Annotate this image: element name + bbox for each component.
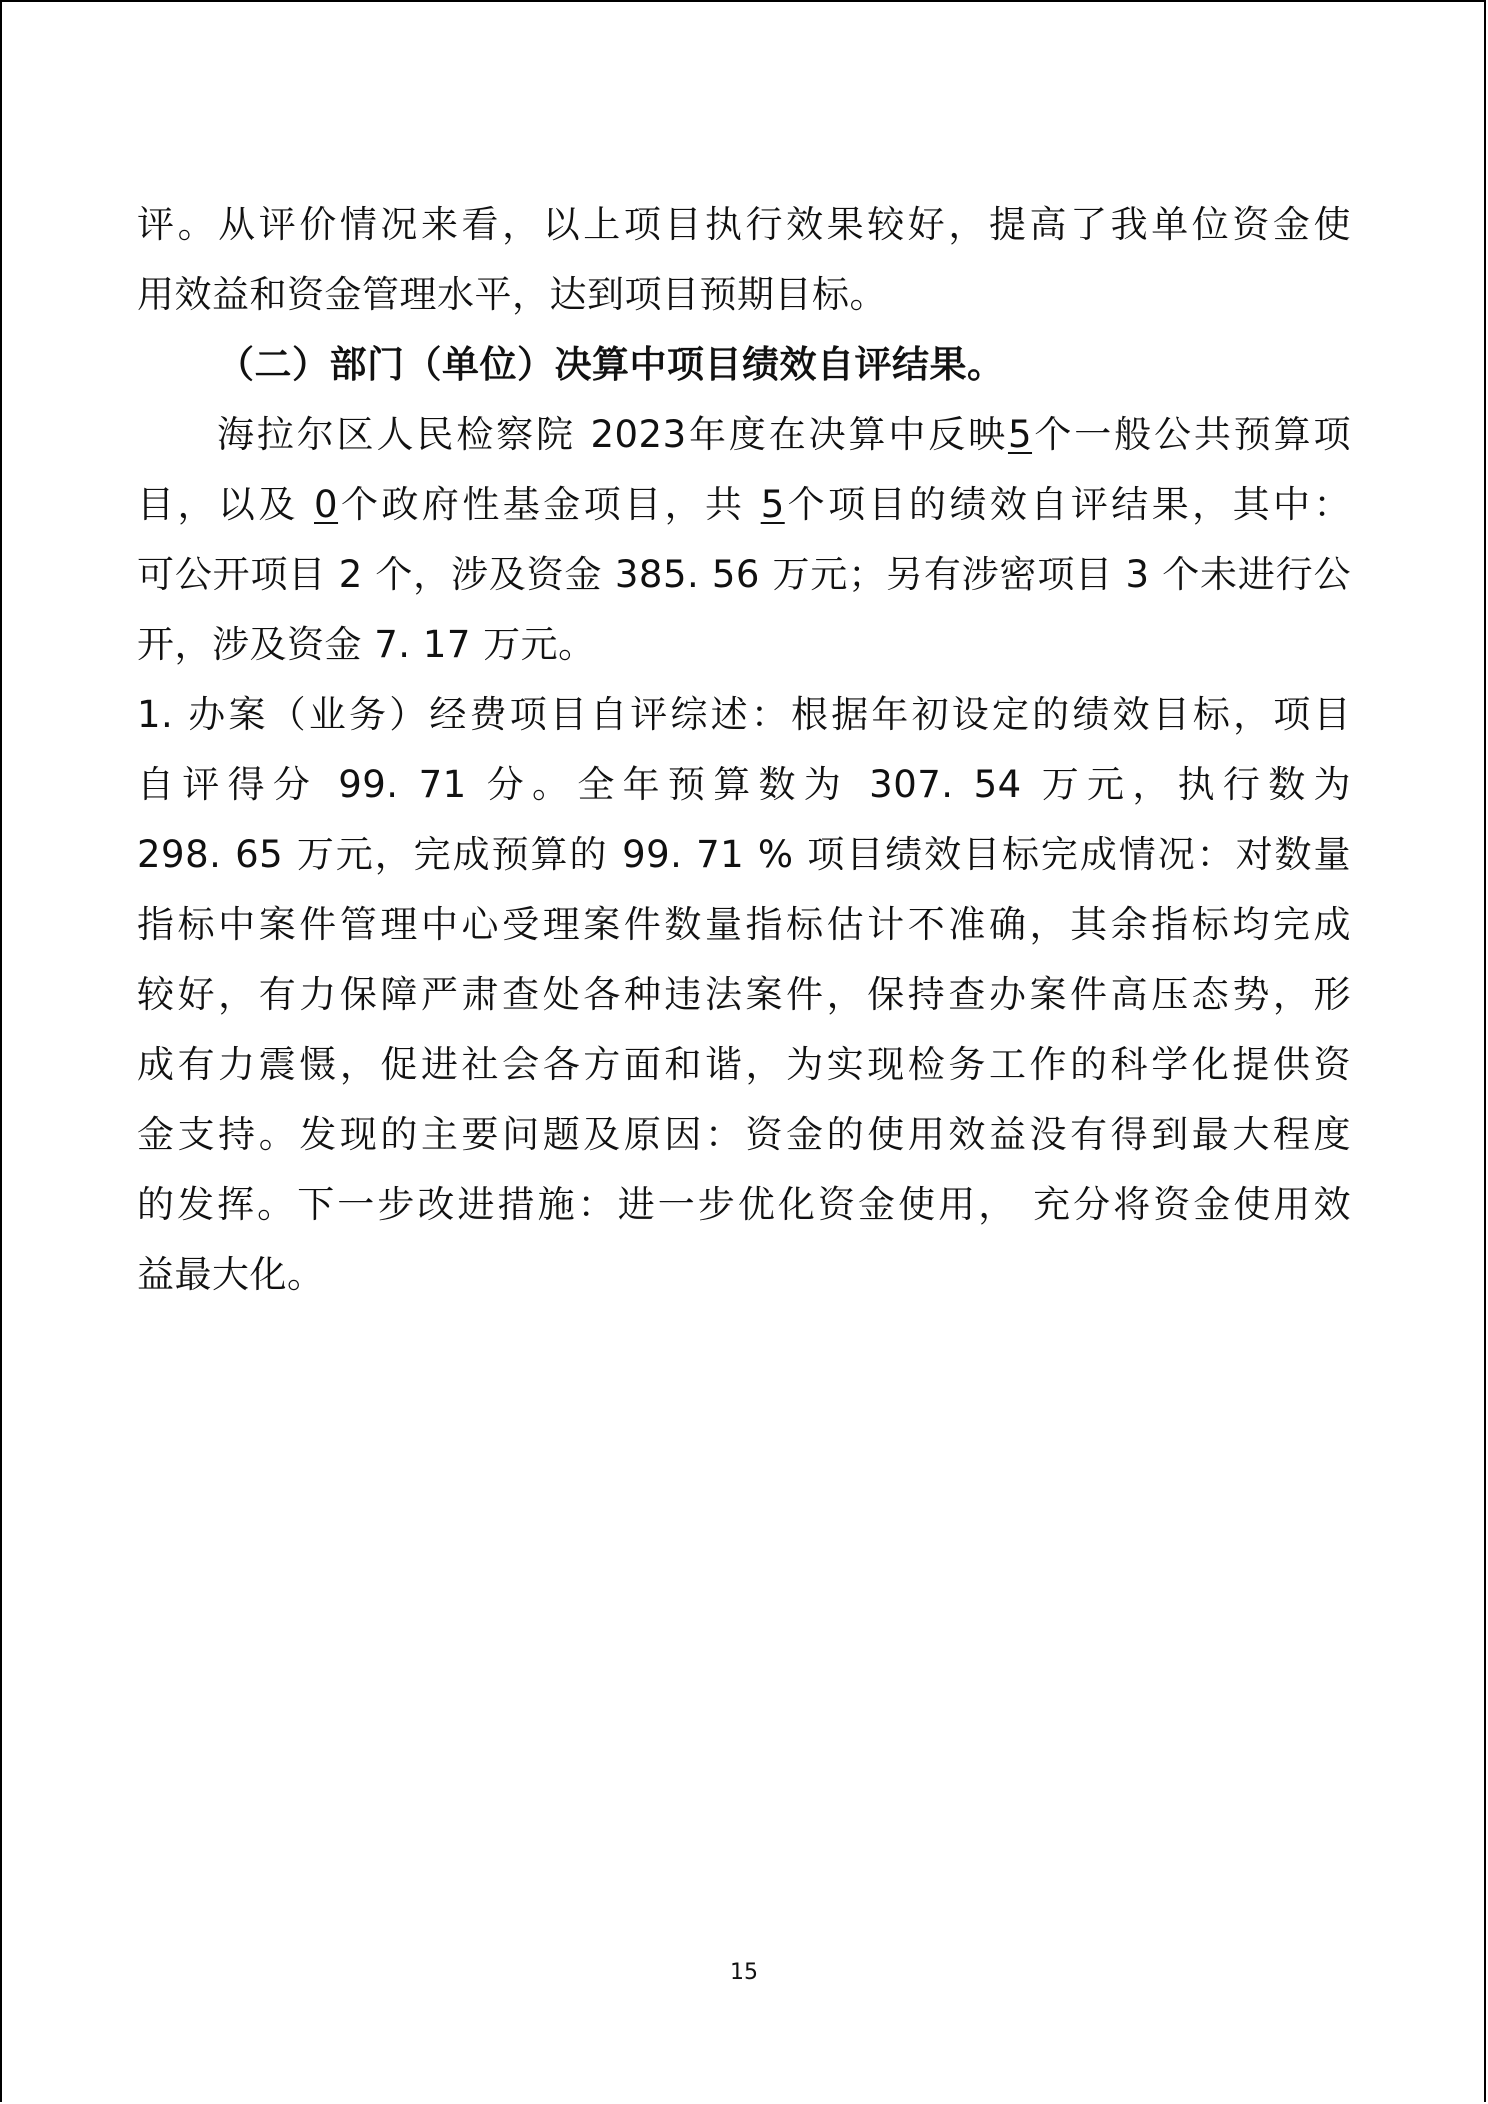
text-line: 益最大化。 — [137, 1253, 325, 1296]
underlined-value: 0 — [314, 483, 339, 526]
paragraph-summary — [137, 400, 1351, 680]
underlined-value: 5 — [1007, 413, 1033, 456]
text-line: 开，涉及资金 7. 17 万元。 — [137, 623, 596, 666]
paragraph-project-1 — [137, 680, 1351, 1310]
text-line — [137, 400, 1351, 470]
text-line: 298. 65 万元，完成预算的 99. 71 % 项目绩效目标完成情况：对数量 — [137, 833, 1351, 876]
section-heading: （二）部门（单位）决算中项目绩效自评结果。 — [217, 343, 1005, 386]
text-span: 个政府性基金项目，共 — [338, 483, 761, 526]
page-number: 15 — [730, 1960, 758, 1985]
text-line: 1. 办案（业务）经费项目自评综述：根据年初设定的绩效目标，项目 — [137, 693, 1351, 736]
text-line: 评。从评价情况来看，以上项目执行效果较好，提高了我单位资金使 — [137, 203, 1351, 246]
underlined-value: 5 — [760, 483, 785, 526]
text-line: 指标中案件管理中心受理案件数量指标估计不准确，其余指标均完成 — [137, 903, 1351, 946]
text-span: 个一般公共预算项 — [1032, 413, 1351, 456]
text-line: 的发挥。下一步改进措施：进一步优化资金使用， 充分将资金使用效 — [137, 1183, 1351, 1226]
text-span: 个项目的绩效自评结果，其中： — [784, 483, 1351, 526]
text-line: 自评得分 99. 71 分。全年预算数为 307. 54 万元，执行数为 — [137, 763, 1351, 806]
text-line: 较好，有力保障严肃查处各种违法案件，保持查办案件高压态势，形 — [137, 973, 1351, 1016]
text-line: 可公开项目 2 个，涉及资金 385. 56 万元；另有涉密项目 3 个未进行公 — [137, 553, 1351, 596]
text-line: 金支持。发现的主要问题及原因：资金的使用效益没有得到最大程度 — [137, 1113, 1351, 1156]
text-span: 海拉尔区人民检察院 2023年度在决算中反映 — [217, 413, 1008, 456]
paragraph-conclusion — [137, 190, 1351, 330]
text-span: 目，以及 — [137, 483, 314, 526]
text-line — [137, 470, 1351, 540]
text-line: 成有力震慑，促进社会各方面和谐，为实现检务工作的科学化提供资 — [137, 1043, 1351, 1086]
text-line: 用效益和资金管理水平，达到项目预期目标。 — [137, 273, 887, 316]
document-body — [137, 190, 1351, 1310]
